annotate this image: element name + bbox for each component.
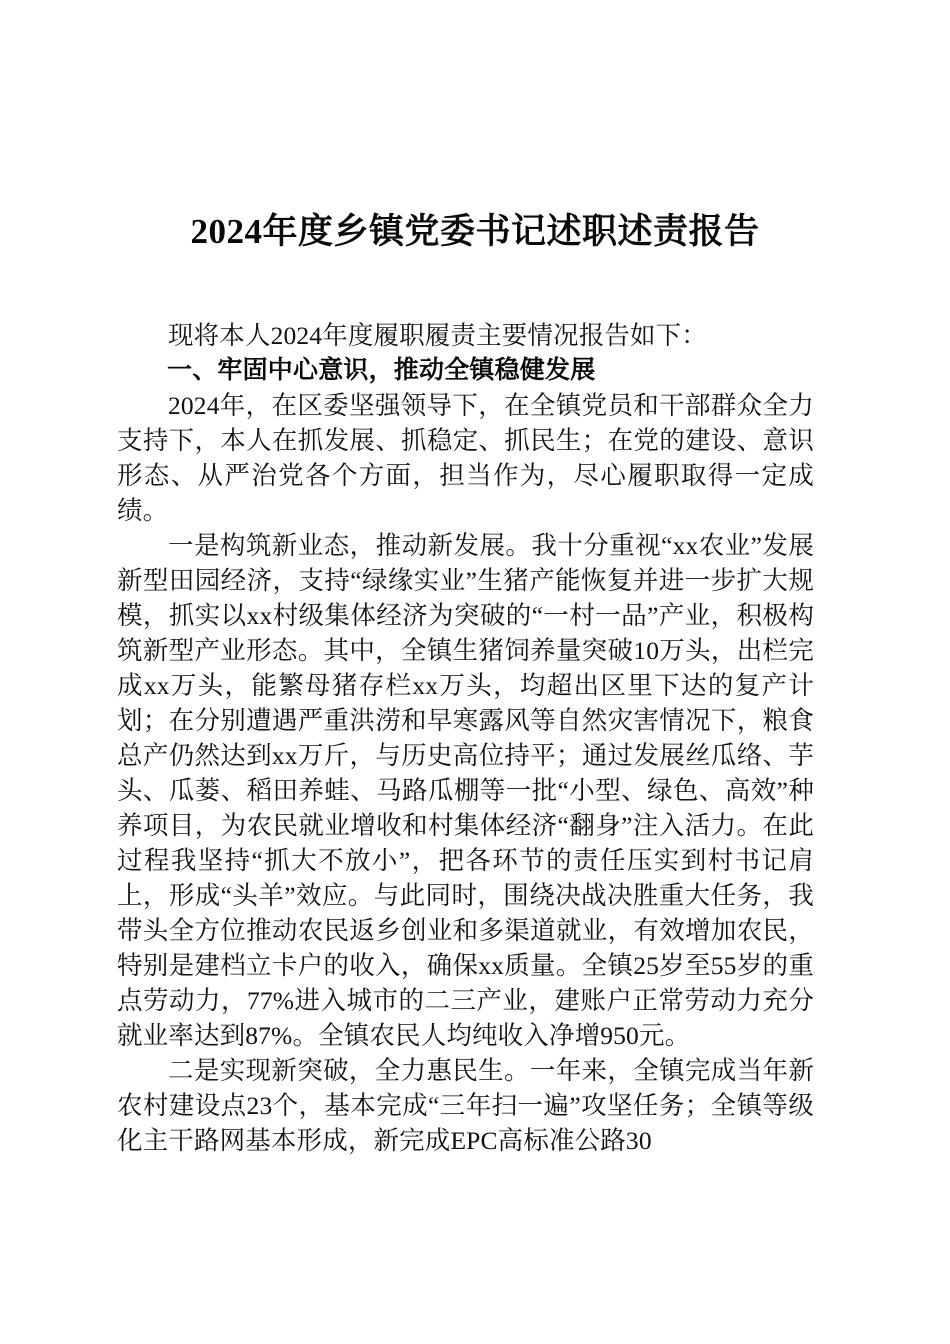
body-paragraph-1: 2024年，在区委坚强领导下，在全镇党员和干部群众全力支持下，本人在抓发展、抓稳定、抓民生；在党的建设、意识形态、从严治党各个方面，担当作为，尽心履职取得一定成绩。	[117, 391, 814, 525]
section-heading-1: 一、牢固中心意识，推动全镇稳健发展	[167, 356, 596, 384]
body-paragraph-2: 一是构筑新业态，推动新发展。我十分重视“xx农业”发展新型田园经济，支持“绿缘实业”生猪产能恢复并进一步扩大规模，抓实以xx村级集体经济为突破的“一村一品”产业，积极构筑新型产业形态。其中，全镇生猪饲养量突破10万头，出栏完成xx万头，能繁母猪存栏xx万头，均超出区里下达的复产计划；在分别遭遇严重洪涝和早寒露风等自然灾害情况下，粮食总产仍然达到xx万斤，与历史高位持平；通过发展丝瓜络、芋头、瓜蒌、稻田养蛙、马路瓜棚等一批“小型、绿色、高效”种养项目，为农民就业增收和村集体经济“翻身”注入活力。在此过程我坚持“抓大不放小”，把各环节的责任压实到村书记肩上，形成“头羊”效应。与此同时，围绕决战决胜重大任务，我带头全方位推动农民返乡创业和多渠道就业，有效增加农民，特别是建档立卡户的收入，确保xx质量。全镇25岁至55岁的重点劳动力，77%进入城市的二三产业，建账户正常劳动力充分就业率达到87%。全镇农民人均纯收入净增950元。	[117, 531, 814, 1050]
intro-paragraph: 现将本人2024年度履职履责主要情况报告如下：	[168, 321, 707, 350]
body-paragraph-3: 二是实现新突破，全力惠民生。一年来，全镇完成当年新农村建设点23个，基本完成“三年扫一遍”攻坚任务；全镇等级化主干路网基本形成，新完成EPC高标准公路30	[117, 1056, 814, 1155]
document-body	[117, 318, 814, 1158]
page-title: 2024年度乡镇党委书记述职述责报告	[190, 212, 760, 252]
